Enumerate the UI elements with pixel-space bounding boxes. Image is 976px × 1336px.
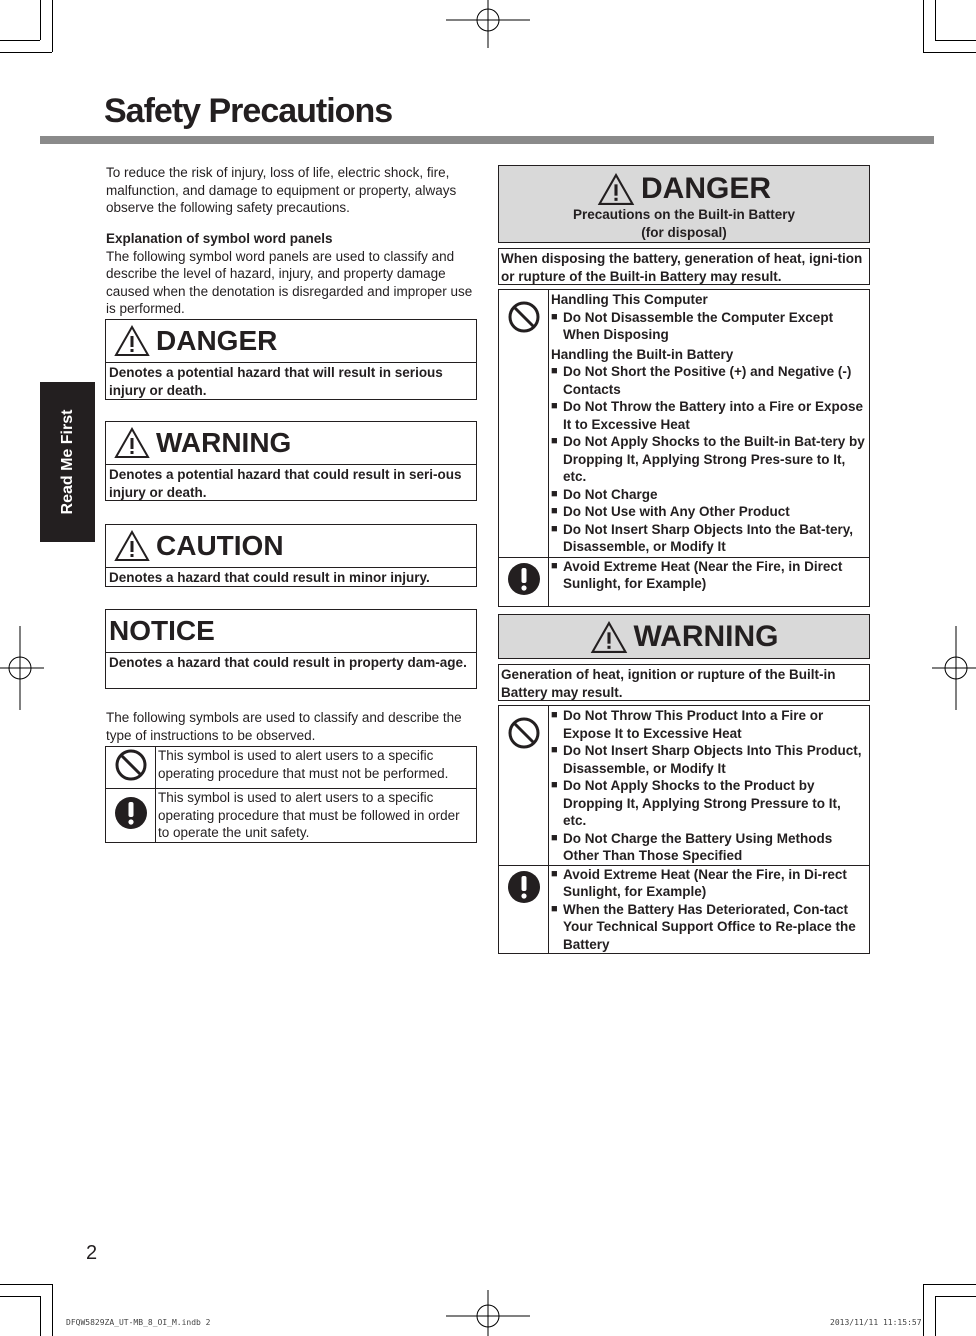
- crop-mark: [0, 40, 40, 41]
- list-item: ■ Do Not Apply Shocks to the Product by Dropping It, Applying Strong Pressure to It, etc.: [551, 778, 841, 828]
- crop-mark: [40, 1296, 41, 1336]
- danger-subtitle-1: Precautions on the Built-in Battery: [572, 207, 796, 222]
- list-item: ■ Do Not Insert Sharp Objects Into This Product, Disassemble, or Modify It: [551, 743, 862, 776]
- notice-description: Denotes a hazard that could result in property dam-age.: [109, 655, 467, 670]
- warning-triangle-icon: [590, 621, 628, 654]
- danger-header-box: [498, 165, 870, 243]
- registration-mark-right: [932, 626, 976, 710]
- caution-description: Denotes a hazard that could result in minor injury.: [109, 570, 430, 585]
- table-row: [499, 290, 870, 558]
- page-number: 2: [86, 1242, 98, 1264]
- list-item: ■ Avoid Extreme Heat (Near the Fire, in Direct Sunlight, for Example): [551, 558, 843, 591]
- table-row: [499, 865, 870, 954]
- caution-panel: [105, 524, 477, 587]
- handling-battery-heading: Handling the Built-in Battery: [551, 346, 734, 362]
- list-item: ■ Do Not Throw the Battery into a Fire or Expose It to Excessive Heat: [551, 399, 864, 432]
- mandatory-icon: [507, 870, 541, 904]
- crop-mark: [935, 0, 936, 40]
- handling-computer-heading: Handling This Computer: [551, 292, 708, 307]
- warning-triangle-icon: [114, 427, 150, 459]
- danger-panel: [105, 319, 477, 400]
- warning-header-box: [498, 614, 870, 659]
- prohibition-icon: [507, 716, 541, 750]
- symbol-description: This symbol is used to alert users to a specific operating procedure that must not be performed.: [156, 747, 477, 789]
- danger-subtitle-2: (for disposal): [641, 224, 727, 240]
- crop-mark: [0, 52, 52, 53]
- notice-panel: [105, 609, 477, 689]
- warning-triangle-icon: [114, 325, 150, 357]
- warning-description: Denotes a potential hazard that could result in seri-ous injury or death.: [109, 467, 462, 500]
- warning-intro: Generation of heat, ignition or rupture of the Built-in Battery may result.: [498, 664, 870, 701]
- crop-mark: [40, 0, 41, 40]
- crop-mark: [923, 1284, 924, 1336]
- crop-mark: [923, 0, 924, 52]
- list-item: ■ Do Not Throw This Product Into a Fire or Expose It to Excessive Heat: [551, 708, 824, 741]
- table-row: [499, 557, 870, 606]
- explanation-heading: Explanation of symbol word panels: [106, 231, 333, 246]
- list-item: ■ Do Not Short the Positive (+) and Negative (-) Contacts: [551, 364, 852, 397]
- symbol-description: This symbol is used to alert users to a specific operating procedure that must be followed in order to operate the unit safety.: [156, 789, 477, 843]
- warning-triangle-icon: [597, 173, 635, 206]
- title-rule: [40, 136, 934, 144]
- crop-mark: [923, 1284, 976, 1285]
- danger-intro: When disposing the battery, generation of heat, igni-tion or rupture of the Built-in Battery may result.: [498, 248, 870, 285]
- list-item: ■ Do Not Disassemble the Computer Except When Disposing: [551, 309, 834, 342]
- danger-instructions-table: [498, 289, 870, 607]
- registration-mark-left: [0, 626, 44, 710]
- mandatory-icon: [507, 562, 541, 596]
- crop-mark: [935, 1296, 936, 1336]
- prohibition-icon: [114, 748, 148, 782]
- danger-header-word: DANGER: [640, 172, 771, 205]
- symbols-table: [105, 746, 477, 843]
- list-item: ■ Do Not Charge: [551, 486, 658, 502]
- crop-mark: [0, 1284, 52, 1285]
- warning-header-word: WARNING: [633, 620, 779, 653]
- danger-word: DANGER: [156, 325, 278, 356]
- notice-word: NOTICE: [109, 615, 215, 646]
- symbols-intro: The following symbols are used to classify and describe the type of instructions to be observed.: [106, 710, 462, 743]
- list-item: ■ Do Not Use with Any Other Product: [551, 504, 790, 519]
- list-item: ■ Do Not Charge the Battery Using Methods Other Than Those Specified: [551, 830, 833, 863]
- mandatory-icon: [114, 796, 148, 830]
- footer-file-info: DFQW5829ZA_UT-MB_8_OI_M.indb 2: [66, 1318, 211, 1327]
- footer-timestamp: 2013/11/11 11:15:57: [830, 1318, 922, 1327]
- crop-mark: [935, 40, 976, 41]
- crop-mark: [0, 1296, 40, 1297]
- table-row: [106, 747, 477, 789]
- list-item: ■ Do Not Apply Shocks to the Built-in Bat-tery by Dropping It, Applying Strong Pres-sure to It, etc.: [551, 434, 865, 484]
- intro-paragraph: To reduce the risk of injury, loss of life, electric shock, fire, malfunction, and damage to equipment or property, always observe the following safety precautions.: [106, 165, 457, 215]
- table-row: [499, 706, 870, 866]
- registration-mark-top: [446, 0, 530, 48]
- warning-triangle-icon: [114, 530, 150, 562]
- crop-mark: [923, 52, 976, 53]
- warning-panel: [105, 421, 477, 501]
- prohibition-icon: [507, 300, 541, 334]
- explanation-text: The following symbol word panels are used to classify and describe the level of hazard, injury, and property damage caused when the denotation is disregarded and improper use is performed.: [106, 248, 473, 316]
- registration-mark-bottom: [446, 1290, 530, 1336]
- caution-word: CAUTION: [156, 530, 284, 561]
- danger-description: Denotes a potential hazard that will result in serious injury or death.: [109, 365, 443, 398]
- crop-mark: [935, 1296, 976, 1297]
- warning-word: WARNING: [156, 427, 292, 458]
- table-row: [106, 789, 477, 843]
- page-title: Safety Precautions: [104, 92, 393, 130]
- crop-mark: [52, 0, 53, 52]
- side-tab-label: Read Me First: [58, 409, 76, 515]
- side-tab: [40, 382, 95, 542]
- list-item: ■ Do Not Insert Sharp Objects Into the Bat-tery, Disassemble, or Modify It: [551, 521, 854, 554]
- warning-instructions-table: [498, 705, 870, 954]
- crop-mark: [52, 1284, 53, 1336]
- list-item: ■ When the Battery Has Deteriorated, Con-tact Your Technical Support Office to Re-place the Battery: [551, 901, 856, 952]
- list-item: ■ Avoid Extreme Heat (Near the Fire, in Di-rect Sunlight, for Example): [551, 866, 847, 899]
